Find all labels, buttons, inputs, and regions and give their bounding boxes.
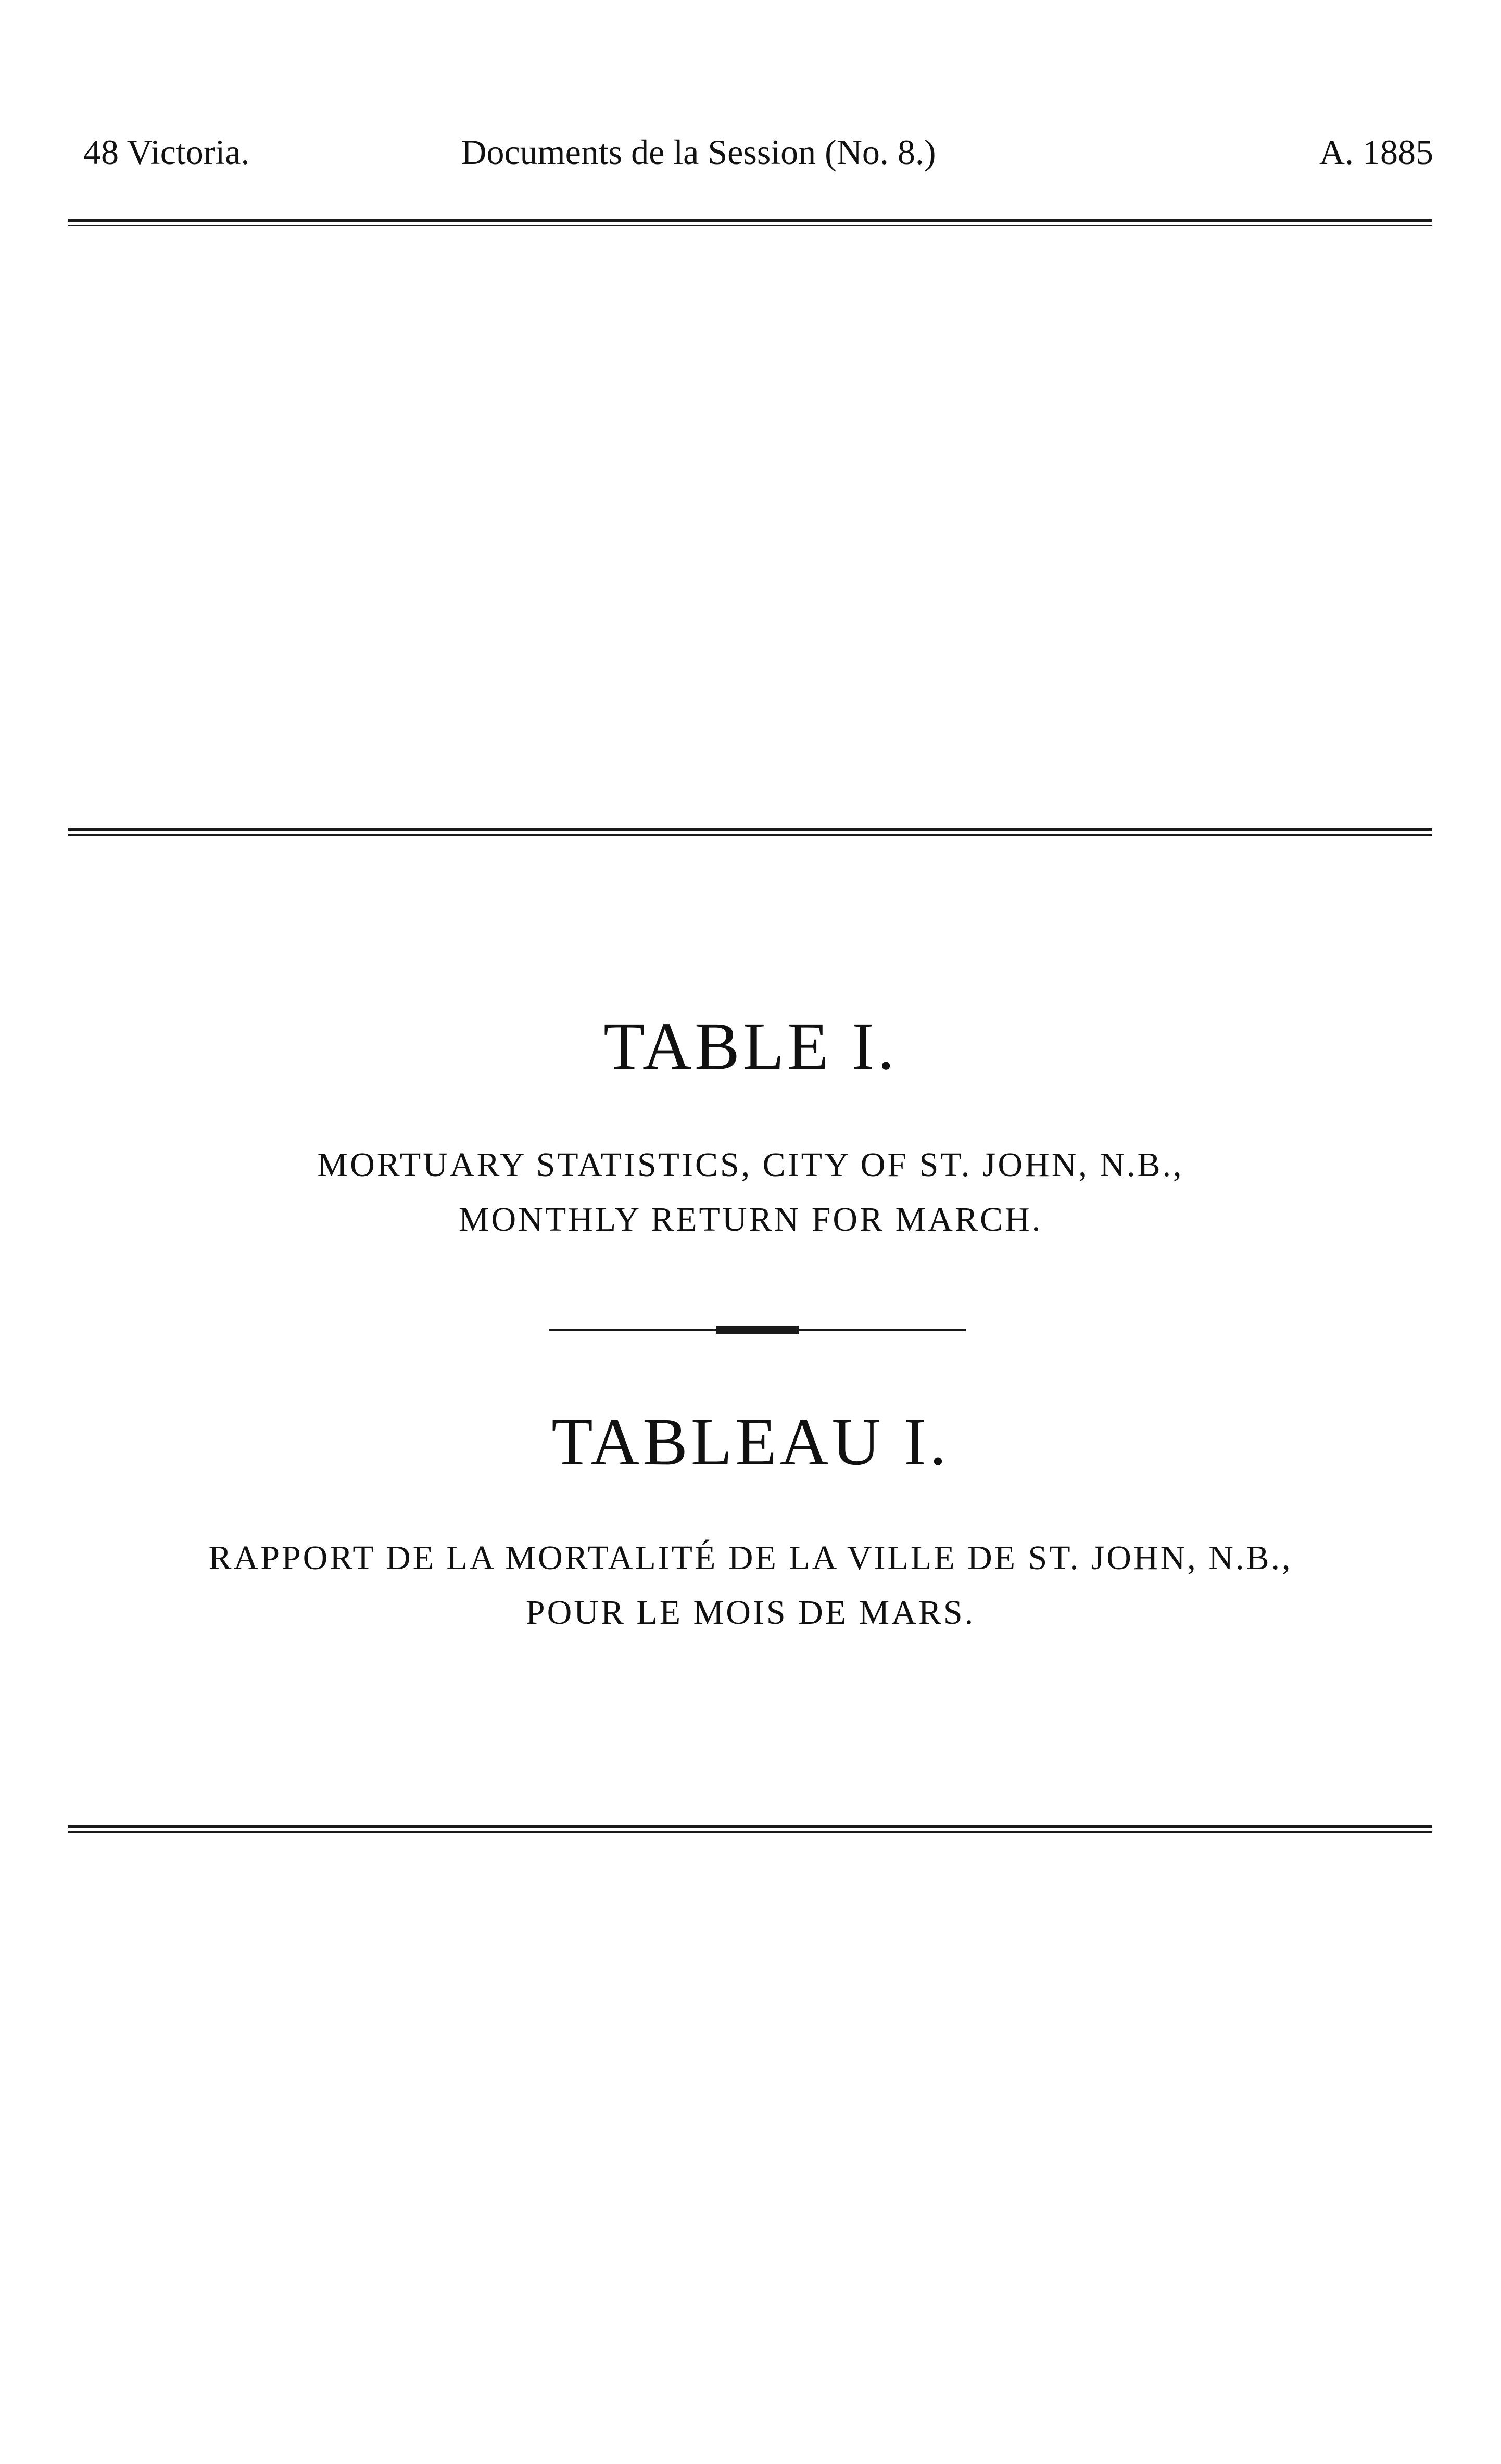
title-divider bbox=[549, 1326, 966, 1334]
upper-double-rule bbox=[68, 828, 1432, 837]
tableau-title: TABLEAU I. bbox=[551, 1405, 950, 1480]
header-document-title: Documents de la Session (No. 8.) bbox=[461, 132, 936, 172]
lower-double-rule bbox=[68, 1825, 1432, 1834]
header-volume: 48 Victoria. bbox=[83, 132, 250, 172]
tableau-subtitle-line-2: POUR LE MOIS DE MARS. bbox=[525, 1594, 976, 1632]
table-subtitle-line-2: MONTHLY RETURN FOR MARCH. bbox=[458, 1201, 1043, 1239]
table-title: TABLE I. bbox=[603, 1009, 898, 1084]
header-year: A. 1885 bbox=[1319, 132, 1433, 172]
table-subtitle-line-1: MORTUARY STATISTICS, CITY OF ST. JOHN, N.B., bbox=[317, 1146, 1184, 1184]
tableau-subtitle-line-1: RAPPORT DE LA MORTALITÉ DE LA VILLE DE ST. JOHN, N.B., bbox=[208, 1539, 1293, 1577]
header-double-rule bbox=[68, 219, 1432, 228]
